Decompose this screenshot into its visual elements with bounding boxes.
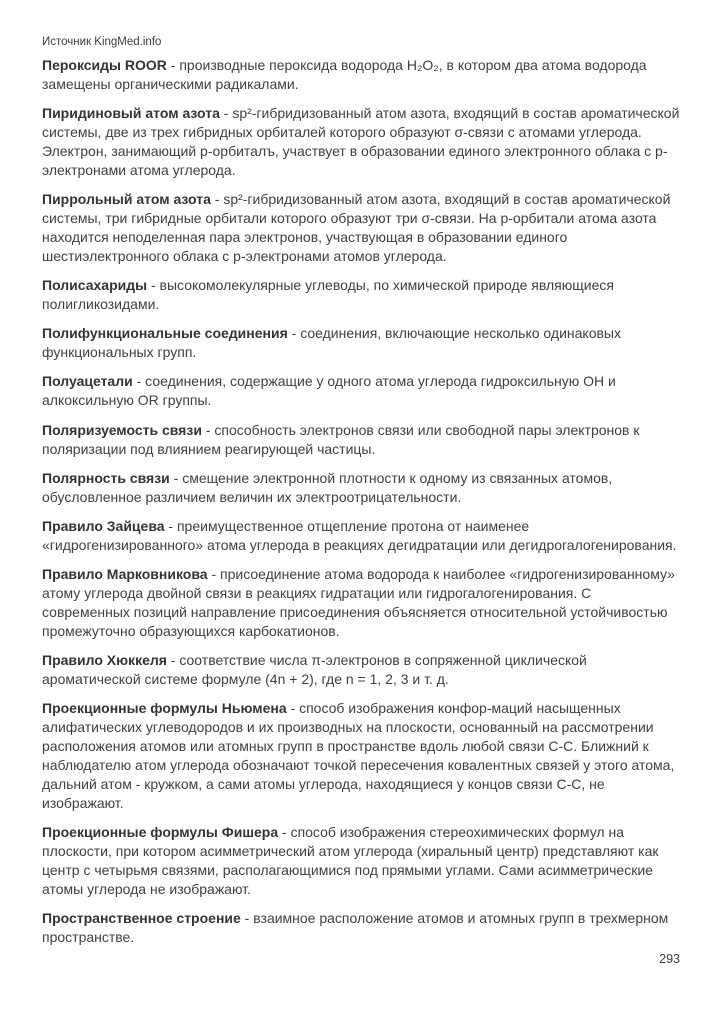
definition: - способ изображения конфор-маций насыщенных алифатических углеводородов и их производных на плоскости, основанный на рассмотрении расположения атомов или атомных групп в пространстве вдоль любой связи С-С. Ближний к наблюдателю атом углерода обозначают точкой пересечения ковалентных связей у этого атома, дальний атом - кружком, а сами атомы углерода, находящиеся у концов связи С-С, не изображают. — [42, 699, 675, 812]
term: Правило Марковникова — [42, 565, 208, 582]
term: Пиррольный атом азота — [42, 191, 211, 208]
glossary-entry — [42, 909, 682, 947]
definition: - соединения, содержащие у одного атома углерода гидроксильную ОН и алкоксильную OR группы. — [42, 373, 616, 409]
term: Проекционные формулы Фишера — [42, 824, 279, 841]
glossary-entry — [42, 276, 682, 314]
term: Полисахариды — [42, 277, 148, 294]
definition: - способность электронов связи или свободной пары электронов к поляризации под влиянием реагирующей частицы. — [42, 421, 640, 457]
glossary-entry — [42, 651, 682, 689]
term: Пероксиды ROOR — [42, 57, 167, 73]
definition: - преимущественное отщепление протона от наименее «гидрогенизированного» атома углерода в реакциях дегидратации или дегидрогалогенирования. — [42, 517, 677, 553]
term: Правило Зайцева — [42, 517, 165, 534]
definition: - соответствие числа π-электронов в сопряженной циклической ароматической системе формуле (4n + 2), где n = 1, 2, 3 и т. д. — [42, 651, 587, 687]
definition: - высокомолекулярные углеводы, по химической природе являющиеся полигликозидами. — [42, 277, 614, 313]
term: Пиридиновый атом азота — [42, 105, 220, 122]
glossary-entry — [42, 104, 682, 180]
glossary-entry — [42, 565, 682, 641]
term: Полифункциональные соединения — [42, 325, 288, 342]
definition: - присоединение атома водорода к наиболее «гидрогенизированному» атому углерода двойной связи в реакциях гидратации или гидрогалогенирования. С современных позиций направление присоединения объясняется относительной устойчивостью промежуточно образующихся карбокатионов. — [42, 565, 675, 639]
term: Полярность связи — [42, 469, 170, 486]
glossary-entry — [42, 823, 682, 899]
glossary-entry — [42, 421, 682, 459]
term: Правило Хюккеля — [42, 651, 167, 668]
glossary-entry — [42, 469, 682, 507]
definition: - sp²-гибридизованный атом азота, входящий в состав ароматической системы, две из трех гибридных орбиталей которого образуют σ-связи с атомами углерода. Электрон, занимающий p-орбиталъ, участвует в образовании единого электронного облака с p-электронами атома углерода. — [42, 105, 680, 179]
glossary-entry — [42, 324, 682, 362]
definition: - соединения, включающие несколько одинаковых функциональных групп. — [42, 325, 621, 361]
glossary-entry — [42, 372, 682, 410]
term: Пространственное строение — [42, 910, 241, 927]
source-line: Источник KingMed.info — [42, 36, 162, 48]
term: Поляризуемость связи — [42, 421, 202, 438]
definition: - способ изображения стереохимических формул на плоскости, при котором асимметрический атом углерода (хиральный центр) представляют как центр с четырьмя связями, располагающимися под прямыми углами. Сами асимметрические атомы углерода не изображают. — [42, 824, 659, 898]
definition: - производные пероксида водорода H₂O₂, в котором два атома водорода замещены органическими радикалами. — [42, 57, 647, 93]
glossary-entry — [42, 190, 682, 266]
glossary-entry — [42, 517, 682, 555]
definition: - смещение электронной плотности к одному из связанных атомов, обусловленное различием величин их электроотрицательности. — [42, 469, 613, 505]
page-number: 293 — [659, 952, 680, 966]
definition: - взаимное расположение атомов и атомных групп в трехмерном пространстве. — [42, 910, 669, 946]
glossary-entry — [42, 56, 682, 94]
glossary-entry — [42, 699, 682, 813]
term: Проекционные формулы Ньюмена — [42, 699, 287, 716]
term: Полуацетали — [42, 373, 133, 390]
definition: - sp²-гибридизованный атом азота, входящий в состав ароматической системы, три гибридные орбитали которого образуют три σ-связи. На p-орбитали атома азота находится неподеленная пара электронов, участвующая в образовании единого шестиэлектронного облака с p-электронами атомов углерода. — [42, 191, 671, 265]
